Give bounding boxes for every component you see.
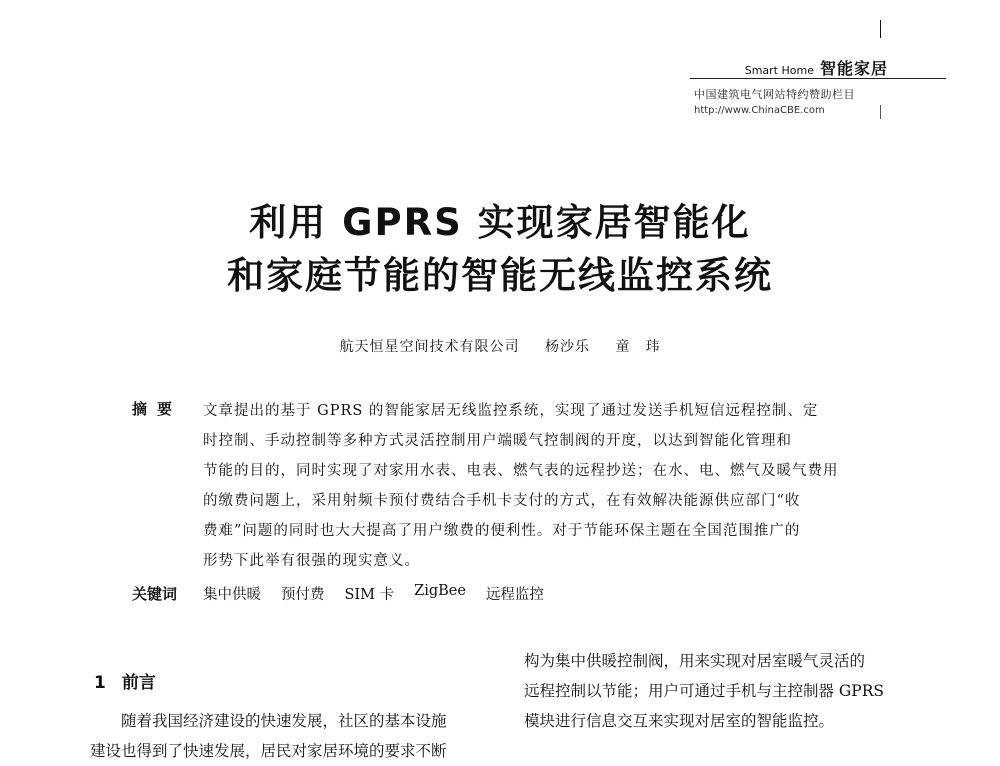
keyword: 集中供暖 [203,587,261,603]
abstract-line: 节能的目的，同时实现了对家用水表、电表、燃气表的远程抄送；在水、电、燃气及暖气费用 [203,463,839,479]
header-vertical-rule [880,20,881,38]
keywords-list [203,583,544,604]
body-line: 模块进行信息交互来实现对居室的智能监控。 [524,712,835,730]
body-line: 构为集中供暖控制阀，用来实现对居室暖气灵活的 [524,652,866,670]
keyword: 预付费 [281,587,325,603]
abstract-label: 摘要 [132,400,183,418]
body-line: 建设也得到了快速发展，居民对家居环境的要求不断 [90,742,447,760]
author-name: 杨沙乐 [545,339,590,355]
article-title-line-1: 利用 GPRS 实现家居智能化 [249,201,751,244]
abstract-line: 形势下此举有很强的现实意义。 [203,553,420,569]
body-column-right [524,646,934,736]
section-title: 前言 [121,673,156,693]
abstract-line: 文章提出的基于 GPRS 的智能家居无线监控系统，实现了通过发送手机短信远程控制、定 [203,403,819,419]
section-heading [94,668,172,693]
body-line: 随着我国经济建设的快速发展，社区的基本设施 [90,712,447,730]
header-brand-en: Smart Home [744,64,814,77]
body-column-left [90,706,490,766]
column-header [745,56,888,79]
body-line: 远程控制以节能；用户可通过手机与主控制器 GPRS [524,682,885,700]
author-line [0,336,1000,356]
header-rule [690,78,946,79]
header-sponsor: 中国建筑电气网站特约赞助栏目 [694,88,855,101]
author-affiliation: 航天恒星空间技术有限公司 [339,339,520,355]
header-url: http://www.ChinaCBE.com [694,105,825,116]
header-brand-cn: 智能家居 [819,59,888,78]
abstract-body [203,396,893,576]
keyword: ZigBee [414,583,466,599]
header-vertical-rule-lower [880,105,881,119]
author-name: 童 玮 [615,339,661,355]
keyword: SIM 卡 [344,587,395,603]
abstract-line: 费难”问题的同时也大大提高了用户缴费的便利性。对于节能环保主题在全国范围推广的 [203,523,801,539]
article-title-line-2: 和家庭节能的智能无线监控系统 [227,254,773,297]
abstract-line: 的缴费问题上，采用射频卡预付费结合手机卡支付的方式，在有效解决能源供应部门“收 [203,493,801,509]
keyword: 远程监控 [485,587,544,603]
abstract-line: 时控制、手动控制等多种方式灵活控制用户端暖气控制阀的开度，以达到智能化管理和 [203,433,792,449]
keywords-label: 关键词 [132,585,178,603]
section-number: 1 [94,673,106,693]
